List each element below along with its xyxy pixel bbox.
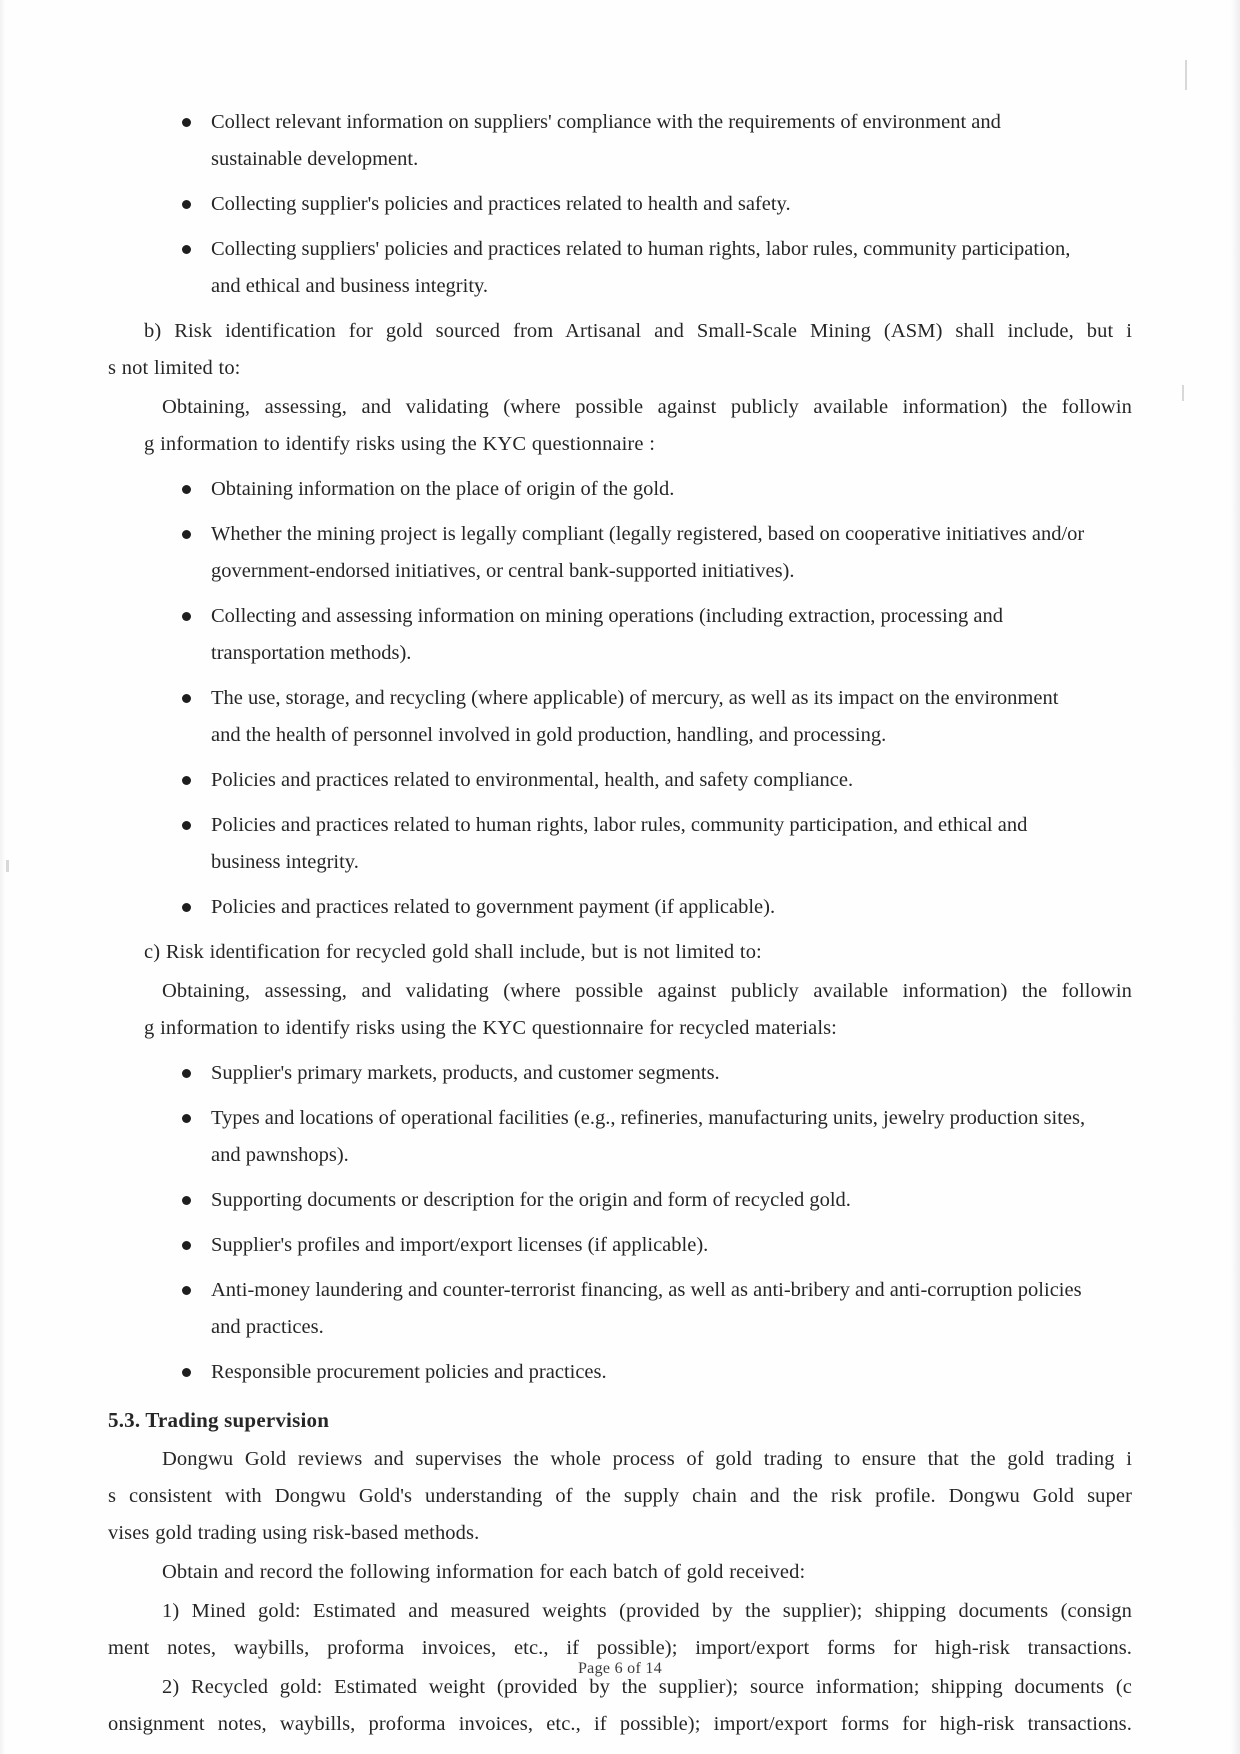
bullet-dot-icon — [182, 1286, 191, 1295]
list-item-text — [211, 516, 1132, 590]
list-item-text — [211, 104, 1132, 178]
paragraph-line: g information to identify risks using the KYC questionnaire for recycled materials: — [144, 1017, 837, 1039]
bullet-dot-icon — [182, 1069, 191, 1078]
recycled-gold-bullet-list — [108, 1055, 1132, 1391]
list-item-line: Collecting suppliers' policies and practices related to human rights, labor rules, community participation, — [211, 238, 1071, 260]
bullet-dot-icon — [182, 903, 191, 912]
paragraph-line: vises gold trading using risk-based methods. — [108, 1522, 480, 1544]
paragraph-line: b) Risk identification for gold sourced from Artisanal and Small-Scale Mining (ASM) shall include, but i — [144, 320, 1132, 342]
list-item-line: Policies and practices related to government payment (if applicable). — [211, 896, 776, 918]
list-item-line: Types and locations of operational facilities (e.g., refineries, manufacturing units, jewelry production sites, — [211, 1107, 1086, 1129]
paragraph-trading-supervision — [108, 1441, 1132, 1552]
bullet-dot-icon — [182, 821, 191, 830]
paragraph-item-b-intro — [108, 389, 1132, 463]
paragraph-line: g information to identify risks using the KYC questionnaire : — [144, 433, 656, 455]
paragraph-item-b — [108, 313, 1132, 387]
list-item — [108, 231, 1132, 305]
bullet-dot-icon — [182, 776, 191, 785]
list-item-line: and pawnshops). — [211, 1144, 349, 1166]
bullet-dot-icon — [182, 200, 191, 209]
bullet-dot-icon — [182, 1114, 191, 1123]
list-item-line: The use, storage, and recycling (where applicable) of mercury, as well as its impact on the environment — [211, 687, 1059, 709]
list-item-line: Supplier's primary markets, products, and customer segments. — [211, 1062, 720, 1084]
bullet-dot-icon — [182, 1241, 191, 1250]
numbered-item-1-mined-gold — [108, 1593, 1132, 1667]
list-item-text — [211, 1100, 1132, 1174]
list-item-line: and the health of personnel involved in gold production, handling, and processing. — [211, 724, 887, 746]
section-heading-5-3: 5.3. Trading supervision — [108, 1408, 330, 1432]
list-item — [108, 1272, 1132, 1346]
paragraph-line: Obtaining, assessing, and validating (where possible against publicly available information) the followin — [162, 980, 1132, 1002]
list-item-line: Supporting documents or description for the origin and form of recycled gold. — [211, 1189, 851, 1211]
list-item — [108, 186, 1132, 223]
list-item-text — [211, 762, 1132, 799]
paragraph-line: Dongwu Gold reviews and supervises the whole process of gold trading to ensure that the gold trading i — [162, 1448, 1132, 1470]
page-content — [108, 104, 1132, 1745]
list-item-line: Collect relevant information on suppliers' compliance with the requirements of environment and — [211, 111, 1001, 133]
scan-artifact-mark — [6, 860, 9, 872]
scan-artifact-mark — [1185, 60, 1187, 90]
list-item-text — [211, 231, 1132, 305]
list-item — [108, 598, 1132, 672]
list-item — [108, 1182, 1132, 1219]
list-item-line: and ethical and business integrity. — [211, 275, 489, 297]
bullet-dot-icon — [182, 1368, 191, 1377]
list-item — [108, 762, 1132, 799]
list-item-line: Policies and practices related to human rights, labor rules, community participation, and ethical and — [211, 814, 1028, 836]
list-item-line: Obtaining information on the place of origin of the gold. — [211, 478, 675, 500]
bullet-dot-icon — [182, 245, 191, 254]
paragraph-line: s consistent with Dongwu Gold's understanding of the supply chain and the risk profile. Dongwu Gold super — [108, 1485, 1132, 1507]
list-item-line: government-endorsed initiatives, or central bank-supported initiatives). — [211, 560, 795, 582]
list-item — [108, 471, 1132, 508]
list-item-text — [211, 471, 1132, 508]
list-item-line: and practices. — [211, 1316, 324, 1338]
asm-bullet-list — [108, 471, 1132, 926]
list-item-text — [211, 598, 1132, 672]
list-item-text — [211, 807, 1132, 881]
paragraph-line: ment notes, waybills, proforma invoices, etc., if possible); import/export forms for high-risk transactions. — [108, 1637, 1132, 1659]
paragraph-item-c-intro — [108, 973, 1132, 1047]
bullet-dot-icon — [182, 530, 191, 539]
paragraph-line: s not limited to: — [108, 357, 241, 379]
bullet-dot-icon — [182, 485, 191, 494]
bullet-dot-icon — [182, 694, 191, 703]
list-item-line: business integrity. — [211, 851, 359, 873]
intro-bullet-list — [108, 104, 1132, 305]
list-item-line: sustainable development. — [211, 148, 419, 170]
paragraph-item-c — [108, 934, 1132, 971]
list-item-line: Policies and practices related to environmental, health, and safety compliance. — [211, 769, 854, 791]
paragraph-obtain-record — [108, 1554, 1132, 1591]
paragraph-line: c) Risk identification for recycled gold shall include, but is not limited to: — [144, 941, 762, 963]
paragraph-line: 2) Recycled gold: Estimated weight (provided by the supplier); source information; shipping documents (c — [162, 1676, 1132, 1698]
list-item — [108, 889, 1132, 926]
list-item-text — [211, 1055, 1132, 1092]
scan-artifact-mark — [1182, 385, 1184, 401]
list-item-line: Whether the mining project is legally compliant (legally registered, based on cooperative initiatives and/or — [211, 523, 1085, 545]
list-item — [108, 104, 1132, 178]
numbered-item-2-recycled-gold — [108, 1669, 1132, 1743]
list-item-text — [211, 680, 1132, 754]
list-item-text — [211, 889, 1132, 926]
list-item-text — [211, 1227, 1132, 1264]
list-item — [108, 1100, 1132, 1174]
paragraph-line: Obtaining, assessing, and validating (where possible against publicly available information) the followin — [162, 396, 1132, 418]
scan-edge-right — [1230, 0, 1240, 1754]
bullet-dot-icon — [182, 1196, 191, 1205]
list-item — [108, 1055, 1132, 1092]
list-item-line: Supplier's profiles and import/export licenses (if applicable). — [211, 1234, 709, 1256]
paragraph-line: onsignment notes, waybills, proforma invoices, etc., if possible); import/export forms for high-risk transactions. — [108, 1713, 1132, 1735]
list-item-text — [211, 1182, 1132, 1219]
list-item-line: Collecting and assessing information on mining operations (including extraction, processing and — [211, 605, 1003, 627]
paragraph-line: Obtain and record the following information for each batch of gold received: — [162, 1561, 806, 1583]
list-item-text — [211, 1272, 1132, 1346]
paragraph-line: 1) Mined gold: Estimated and measured weights (provided by the supplier); shipping documents (consign — [162, 1600, 1132, 1622]
bullet-dot-icon — [182, 118, 191, 127]
list-item-line: transportation methods). — [211, 642, 412, 664]
list-item — [108, 516, 1132, 590]
list-item-line: Responsible procurement policies and practices. — [211, 1361, 607, 1383]
list-item — [108, 680, 1132, 754]
scan-edge-left — [0, 0, 6, 1754]
list-item-text — [211, 186, 1132, 223]
list-item — [108, 1354, 1132, 1391]
list-item — [108, 1227, 1132, 1264]
list-item-text — [211, 1354, 1132, 1391]
page-footer: Page 6 of 14 — [577, 1660, 663, 1677]
list-item-line: Anti-money laundering and counter-terrorist financing, as well as anti-bribery and anti-corruption policies — [211, 1279, 1082, 1301]
list-item-line: Collecting supplier's policies and practices related to health and safety. — [211, 193, 791, 215]
list-item — [108, 807, 1132, 881]
bullet-dot-icon — [182, 612, 191, 621]
